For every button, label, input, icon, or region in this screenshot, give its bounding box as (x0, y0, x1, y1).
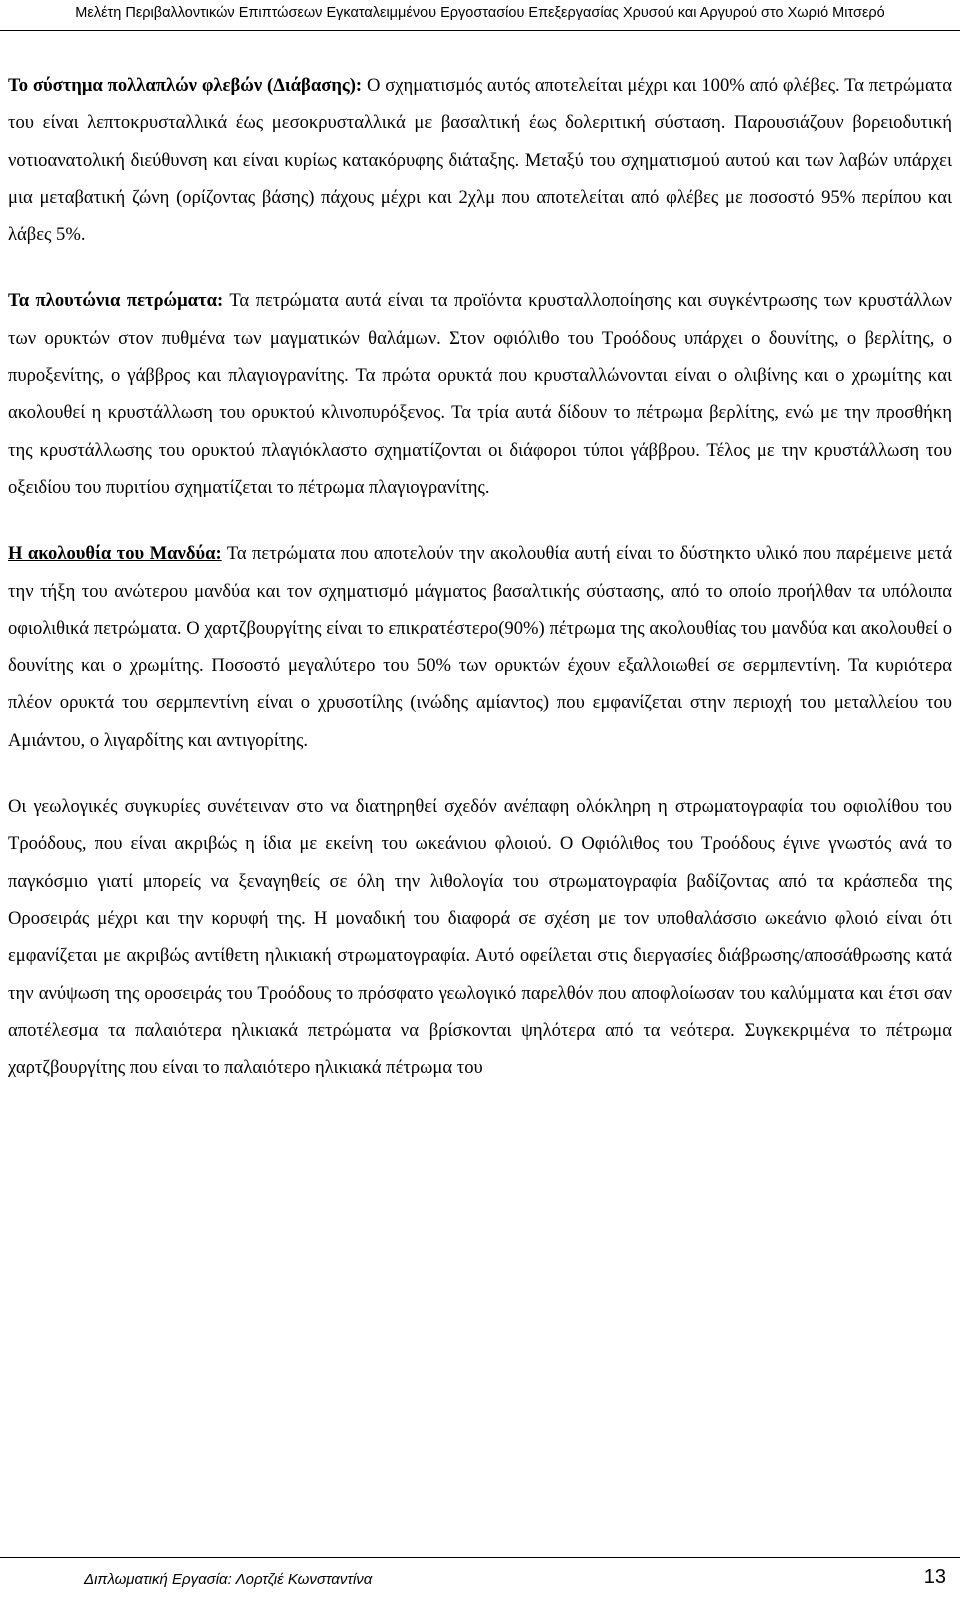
footer-author: Διπλωματική Εργασία: Λορτζιέ Κωνσταντίνα (84, 1571, 373, 1588)
paragraph-plutonic-rocks (8, 282, 952, 506)
paragraph-lead: Το σύστημα πολλαπλών φλεβών (Διάβασης): (8, 75, 363, 96)
paragraph-mantle-sequence (8, 535, 952, 759)
paragraph-text: Τα πετρώματα αυτά είναι τα προϊόντα κρυσταλλοποίησης και συγκέντρωσης των κρυστάλλων των ορυκτών στον πυθμένα των μαγματικών θαλάμων. Στον οφιόλιθο του Τροόδους υπάρχει ο δουνίτης, ο βερλίτης, ο πυροξενίτης, ο γάββρος και πλαγιογρανίτης. Τα πρώτα ορυκτά που κρυσταλλώνονται είναι ο ολιβίνης και ο χρωμίτης και ακολουθεί η κρυστάλλωση του ορυκτού κλινοπυρόξενος. Τα τρία αυτά δίδουν το πέτρωμα βερλίτης, ενώ με την προσθήκη της κρυστάλλωσης του ορυκτού πλαγιόκλαστο σχηματίζονται οι διάφοροι τύποι γάββρου. Τέλος με την κρυστάλλωση του οξειδίου του πυριτίου σχηματίζεται το πέτρωμα πλαγιογρανίτης. (8, 290, 952, 498)
page-number: 13 (923, 1566, 946, 1588)
paragraph-text: Οι γεωλογικές συγκυρίες συνέτειναν στο να διατηρηθεί σχεδόν ανέπαφη ολόκληρη η στρωματογραφία του οφιολίθου του Τροόδους, που είναι ακριβώς η ίδια με εκείνη του ωκεάνιου φλοιού. Ο Οφιόλιθος του Τροόδους έγινε γνωστός ανά το παγκόσμιο γιατί μπορείς να ξεναγηθείς σε όλη την λιθολογία του στρωματογραφία βαδίζοντας από τα κράσπεδα της Οροσειράς μέχρι και την κορυφή της. Η μοναδική του διαφορά σε σχέση με τον υποθαλάσσιο ωκεάνιο φλοιό είναι ότι εμφανίζεται με ακριβώς αντίθετη ηλικιακή στρωματογραφία. Αυτό οφείλεται στις διεργασίες διάβρωσης/αποσάθρωσης κατά την ανύψωση της οροσειράς του Τροόδους το πρόσφατο γεωλογικό παρελθόν που αποφλοίωσαν του καλύμματα και έτσι σαν αποτέλεσμα τα παλαιότερα ηλικιακά πετρώματα να βρίσκονται ψηλότερα από τα νεότερα. Συγκεκριμένα το πέτρωμα χαρτζβουργίτης που είναι το παλαιότερο ηλικιακά πέτρωμα του (8, 796, 952, 1079)
paragraph-geology-overview (8, 788, 952, 1086)
paragraph-lead: Η ακολουθία του Μανδύα: (8, 543, 222, 565)
paragraph-lead: Τα πλουτώνια πετρώματα: (8, 290, 224, 312)
document-body (8, 67, 952, 1115)
paragraph-dike-system (8, 67, 952, 253)
paragraph-text: Ο σχηματισμός αυτός αποτελείται μέχρι και 100% από φλέβες. Τα πετρώματα του είναι λεπτοκρυσταλλικά έως μεσοκρυσταλλικά με βασαλτική έως δολεριτική σύσταση. Παρουσιάζουν βορειοδυτική νοτιοανατολική διεύθυνση και είναι κυρίως κατακόρυφης διάταξης. Μεταξύ του σχηματισμού αυτού και των λαβών υπάρχει μια μεταβατική ζώνη (ορίζοντας βάσης) πάχους μέχρι και 2χλμ που αποτελείται από φλέβες με ποσοστό 95% περίπου και λάβες 5%. (8, 75, 952, 246)
footer-divider (0, 1557, 960, 1558)
page-header (0, 4, 960, 22)
header-divider (0, 30, 960, 31)
paragraph-text: Τα πετρώματα που αποτελούν την ακολουθία αυτή είναι το δύστηκτο υλικό που παρέμεινε μετά την τήξη του ανώτερου μανδύα και τον σχηματισμό μάγματος βασαλτικής σύστασης, από το οποίο προήλθαν τα υπόλοιπα οφιολιθικά πετρώματα. Ο χαρτζβουργίτης είναι το επικρατέστερο(90%) πέτρωμα της ακολουθίας του μανδύα και ακολουθεί ο δουνίτης και ο χρωμίτης. Ποσοστό μεγαλύτερο του 50% των ορυκτών έχουν εξαλλοιωθεί σε σερμπεντίνη. Τα κυριότερα πλέον ορυκτά του σερμπεντίνη είναι ο χρυσοτίλης (ινώδης αμίαντος) που εμφανίζεται στην περιοχή του μεταλλείου του Αμιάντου, ο λιγαρδίτης και αντιγορίτης. (8, 543, 952, 751)
header-title: Μελέτη Περιβαλλοντικών Επιπτώσεων Εγκαταλειμμένου Εργοστασίου Επεξεργασίας Χρυσού και Αργυρού στο Χωριό Μιτσερό (75, 5, 885, 21)
